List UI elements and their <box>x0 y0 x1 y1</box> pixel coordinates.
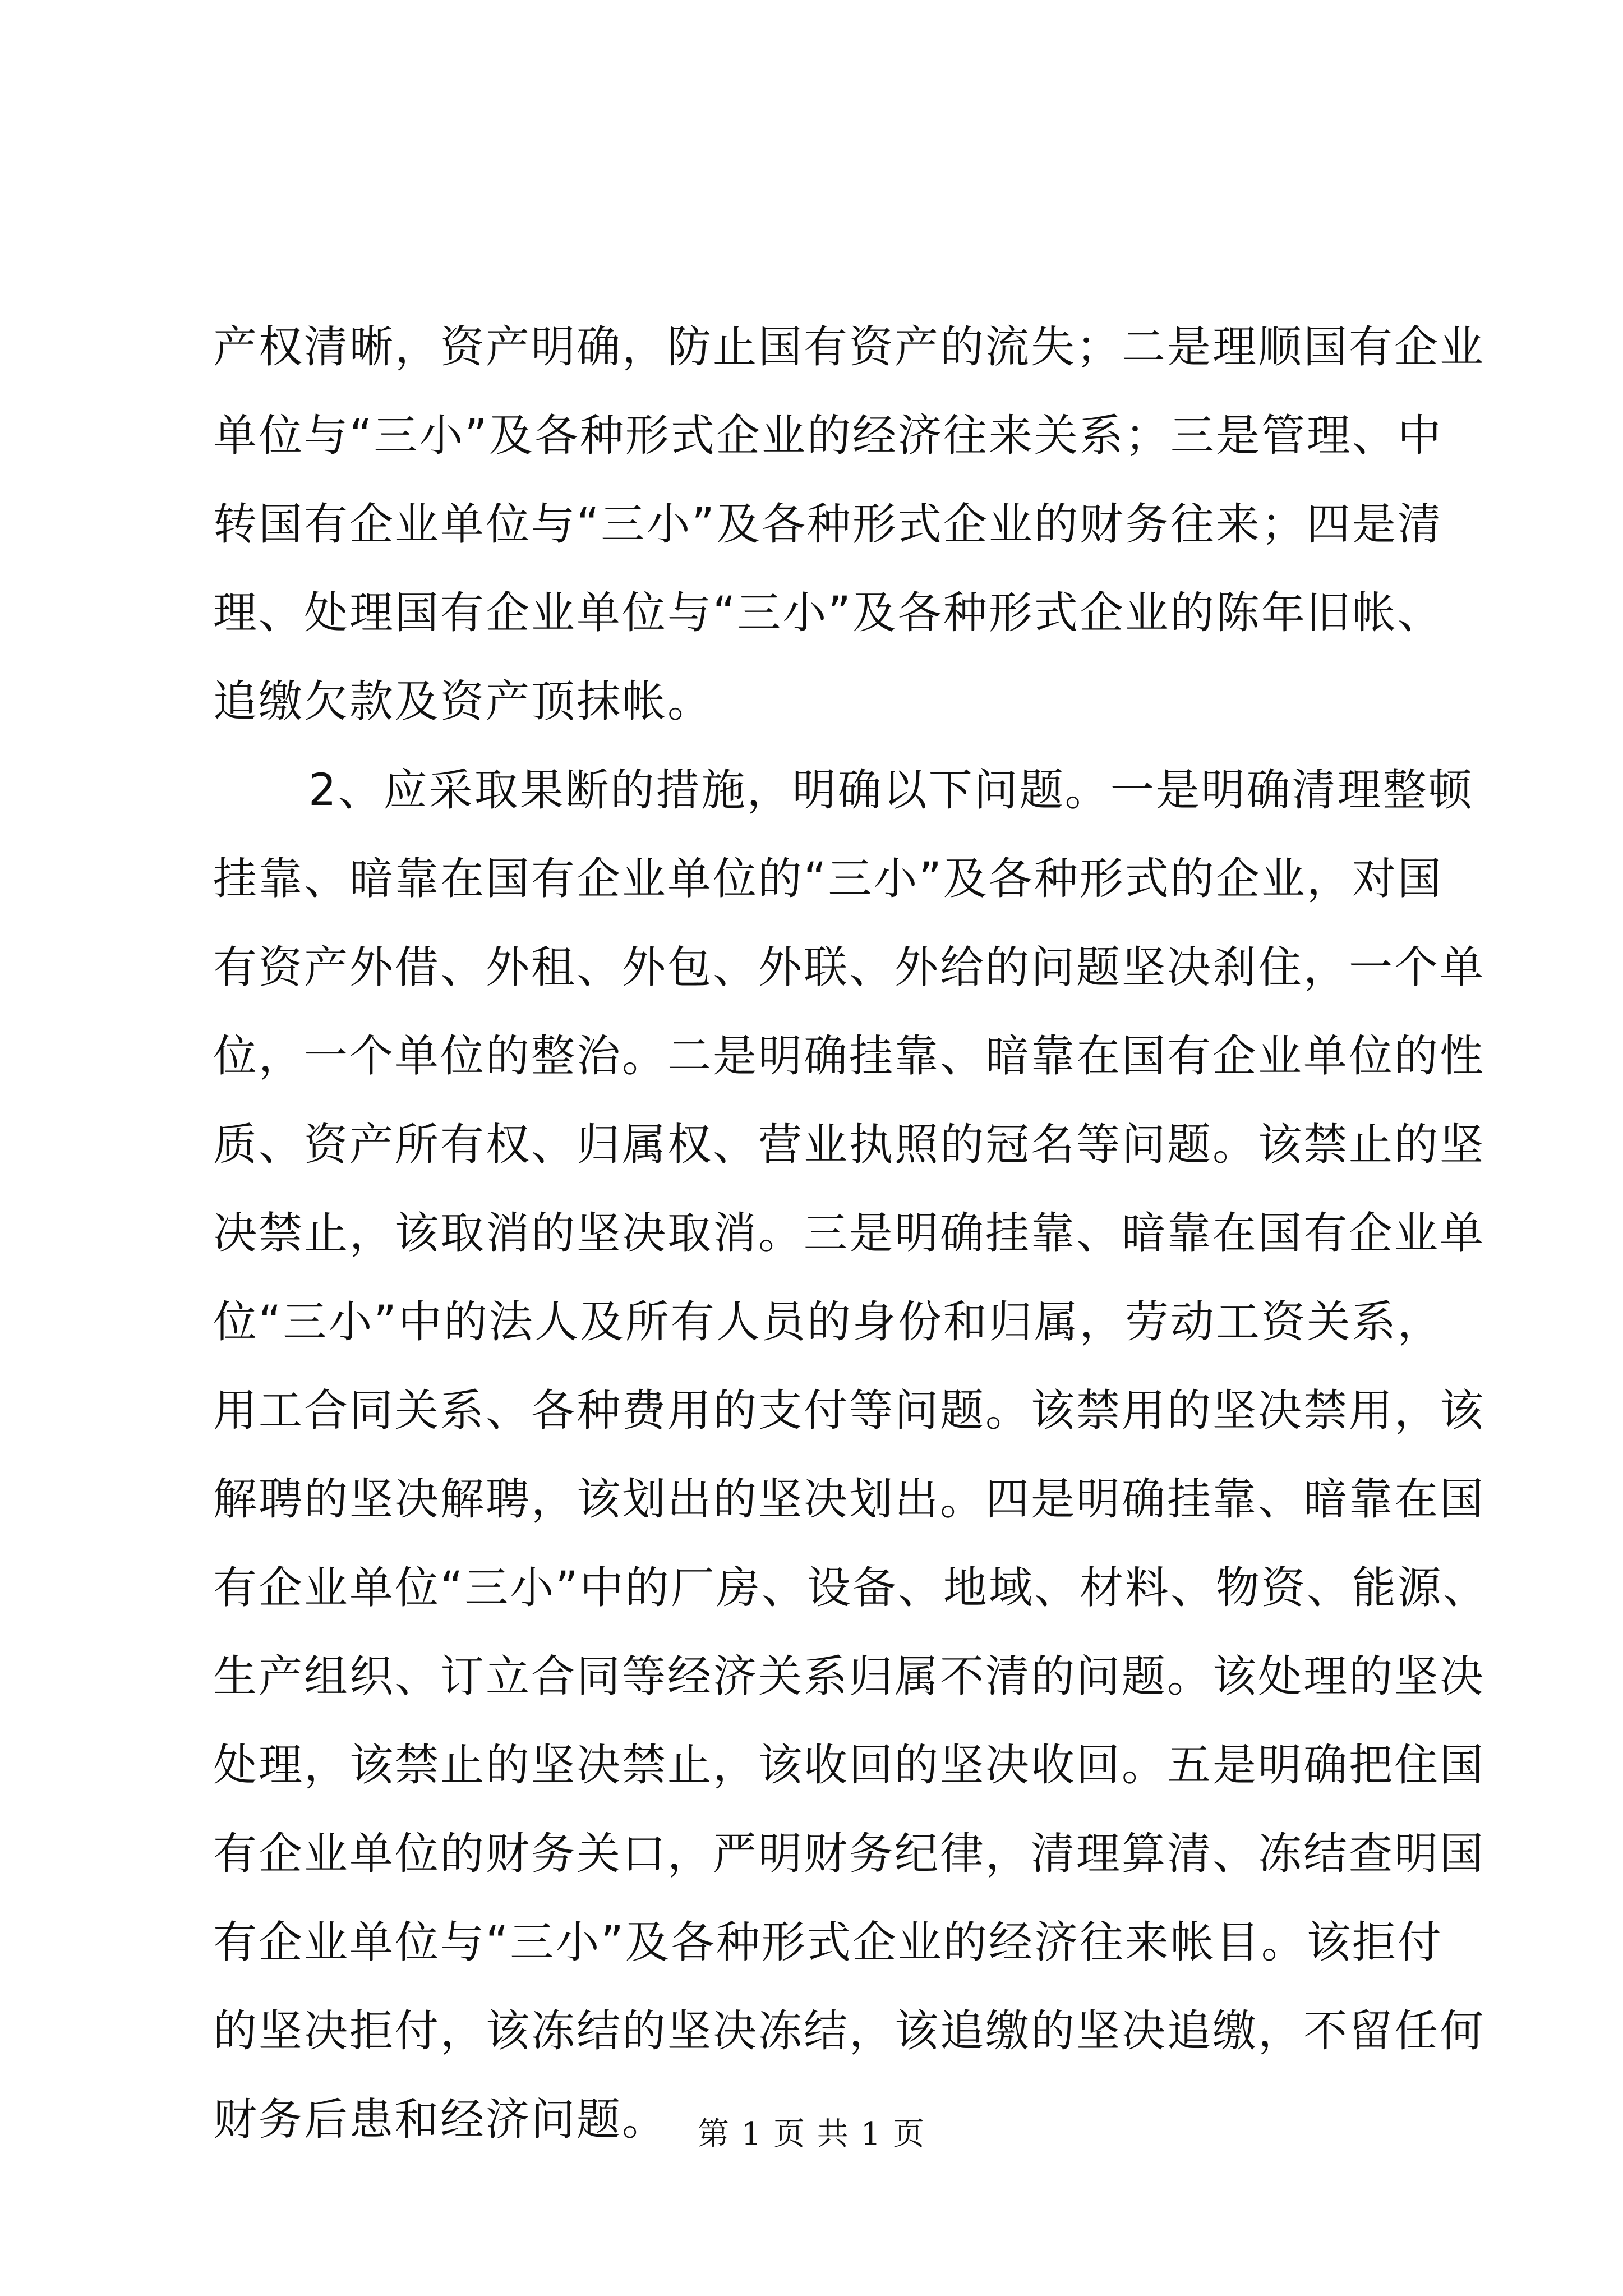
paragraph-line: 单位与“三小”及各种形式企业的经济往来关系；三是管理、中 <box>213 411 1443 461</box>
paragraph-line: 有企业单位的财务关口，严明财务纪律，清理算清、冻结查明国 <box>213 1829 1486 1879</box>
page-number-footer: 第 1 页 共 1 页 <box>697 2116 926 2152</box>
paragraph-line: 有企业单位与“三小”及各种形式企业的经济往来帐目。该拒付 <box>213 1917 1443 1968</box>
paragraph-line: 位，一个单位的整治。二是明确挂靠、暗靠在国有企业单位的性 <box>213 1031 1486 1082</box>
paragraph-line: 决禁止，该取消的坚决取消。三是明确挂靠、暗靠在国有企业单 <box>213 1208 1486 1259</box>
paragraph-1 <box>213 303 1486 746</box>
paragraph-line: 解聘的坚决解聘，该划出的坚决划出。四是明确挂靠、暗靠在国 <box>213 1474 1486 1525</box>
paragraph-2 <box>213 746 1488 2164</box>
paragraph-line: 2、应采取果断的措施，明确以下问题。一是明确清理整顿 <box>308 765 1474 816</box>
paragraph-line: 用工合同关系、各种费用的支付等问题。该禁用的坚决禁用，该 <box>213 1386 1486 1436</box>
paragraph-line: 位“三小”中的法人及所有人员的身份和归属，劳动工资关系， <box>213 1297 1443 1347</box>
document-body <box>213 303 1488 2164</box>
paragraph-line: 追缴欠款及资产顶抹帐。 <box>213 677 713 727</box>
paragraph-line: 财务后患和经济问题。 <box>213 2095 668 2145</box>
paragraph-line: 理、处理国有企业单位与“三小”及各种形式企业的陈年旧帐、 <box>213 588 1443 638</box>
paragraph-line: 挂靠、暗靠在国有企业单位的“三小”及各种形式的企业，对国 <box>213 854 1443 904</box>
paragraph-line: 生产组织、订立合同等经济关系归属不清的问题。该处理的坚决 <box>213 1651 1486 1702</box>
paragraph-line: 的坚决拒付，该冻结的坚决冻结，该追缴的坚决追缴，不留任何 <box>213 2006 1486 2056</box>
paragraph-line: 有企业单位“三小”中的厂房、设备、地域、材料、物资、能源、 <box>213 1563 1488 1613</box>
paragraph-line: 处理，该禁止的坚决禁止，该收回的坚决收回。五是明确把住国 <box>213 1740 1486 1791</box>
paragraph-line: 转国有企业单位与“三小”及各种形式企业的财务往来；四是清 <box>213 499 1443 550</box>
paragraph-line: 质、资产所有权、归属权、营业执照的冠名等问题。该禁止的坚 <box>213 1120 1486 1170</box>
paragraph-line: 有资产外借、外租、外包、外联、外给的问题坚决刹住，一个单 <box>213 942 1486 993</box>
paragraph-line: 产权清晰，资产明确，防止国有资产的流失；二是理顺国有企业 <box>213 322 1486 372</box>
